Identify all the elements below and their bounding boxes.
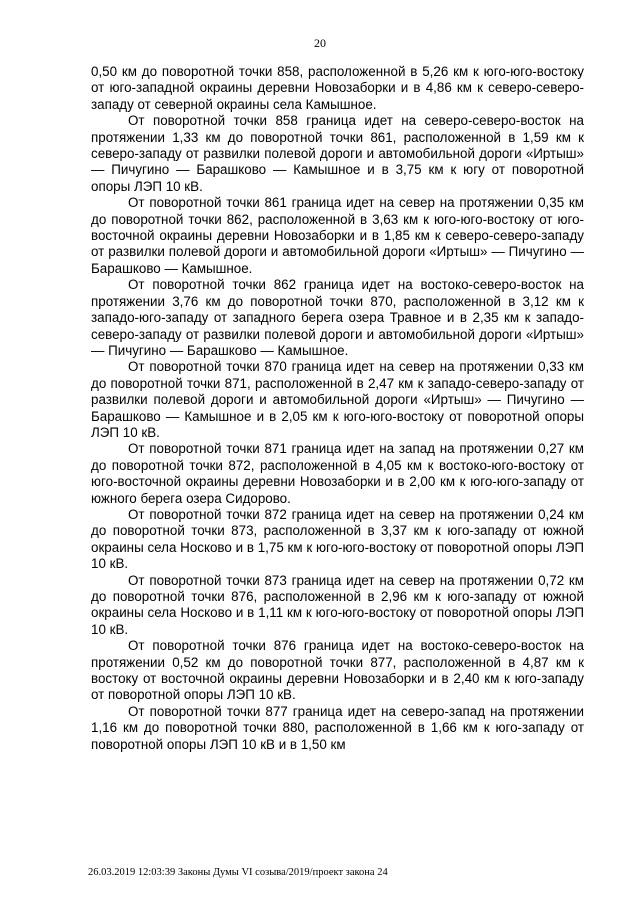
paragraph: От поворотной точки 872 граница идет на север на протяжении 0,24 км до поворотной точки 873, расположенной в 3,37 км к юго-западу от южной окраины села Носково и в 1,75 км к юго-юго-востоку от поворотной опоры ЛЭП 10 кВ. bbox=[91, 506, 584, 572]
paragraph: От поворотной точки 870 граница идет на север на протяжении 0,33 км до поворотной точки 871, расположенной в 2,47 км к западо-северо-западу от развилки полевой дороги и автомобильной дороги «Иртыш» — Пичугино — Барашково — Камышное и в 2,05 км к юго-юго-востоку от поворотной опоры ЛЭП 10 кВ. bbox=[91, 359, 584, 440]
paragraph: От поворотной точки 871 граница идет на запад на протяжении 0,27 км до поворотной точки 872, расположенной в 4,05 км к востоко-юго-востоку от юго-восточной окраины деревни Новозаборки и в 2,00 км к юго-юго-западу от южного берега озера Сидорово. bbox=[91, 441, 584, 506]
paragraph: От поворотной точки 858 граница идет на северо-северо-восток на протяжении 1,33 км до поворотной точки 861, расположенной в 1,59 км к северо-западу от развилки полевой дороги и автомобильной дороги «Иртыш» — Пичугино — Барашково — Камышное и в 3,75 км к югу от поворотной опоры ЛЭП 10 кВ. bbox=[91, 113, 584, 194]
paragraph: От поворотной точки 873 граница идет на север на протяжении 0,72 км до поворотной точки 876, расположенной в 2,96 км к юго-западу от южной окраины села Носково и в 1,11 км к юго-юго-востоку от поворотной опоры ЛЭП 10 кВ. bbox=[91, 572, 584, 637]
paragraph-continuation: 0,50 км до поворотной точки 858, расположенной в 5,26 км к юго-юго-востоку от юго-западной окраины деревни Новозаборки и в 4,86 км к северо-северо-западу от северной окраины села Камышное. bbox=[91, 64, 584, 112]
paragraph: От поворотной точки 862 граница идет на востоко-северо-восток на протяжении 3,76 км до поворотной точки 870, расположенной в 3,12 км к западо-юго-западу от западного берега озера Травное и в 2,35 км к западо-северо-западу от развилки полевой дороги и автомобильной дороги «Иртыш» — Пичугино — Барашково — Камышное. bbox=[91, 277, 584, 358]
page-number: 20 bbox=[314, 36, 326, 50]
paragraph: От поворотной точки 861 граница идет на север на протяжении 0,35 км до поворотной точки 862, расположенной в 3,63 км к юго-юго-востоку от юго- восточной окраины деревни Новозаборки и в 1,85 км к северо-северо-западу от развилки полевой дороги и автомобильной дороги «Иртыш» — Пичугино — Барашково — Камышное. bbox=[91, 195, 584, 276]
paragraph: От поворотной точки 877 граница идет на северо-запад на протяжении 1,16 км до поворотной точки 880, расположенной в 1,66 км к юго-западу от поворотной опоры ЛЭП 10 кВ и в 1,50 км bbox=[91, 703, 584, 752]
paragraph: От поворотной точки 876 граница идет на востоко-северо-восток на протяжении 0,52 км до поворотной точки 877, расположенной в 4,87 км к востоку от восточной окраины деревни Новозаборки и в 2,40 км к юго-западу от поворотной опоры ЛЭП 10 кВ. bbox=[91, 638, 584, 703]
document-body bbox=[91, 64, 584, 753]
document-footer: 26.03.2019 12:03:39 Законы Думы VI созыва/2019/проект закона 24 bbox=[88, 867, 388, 878]
